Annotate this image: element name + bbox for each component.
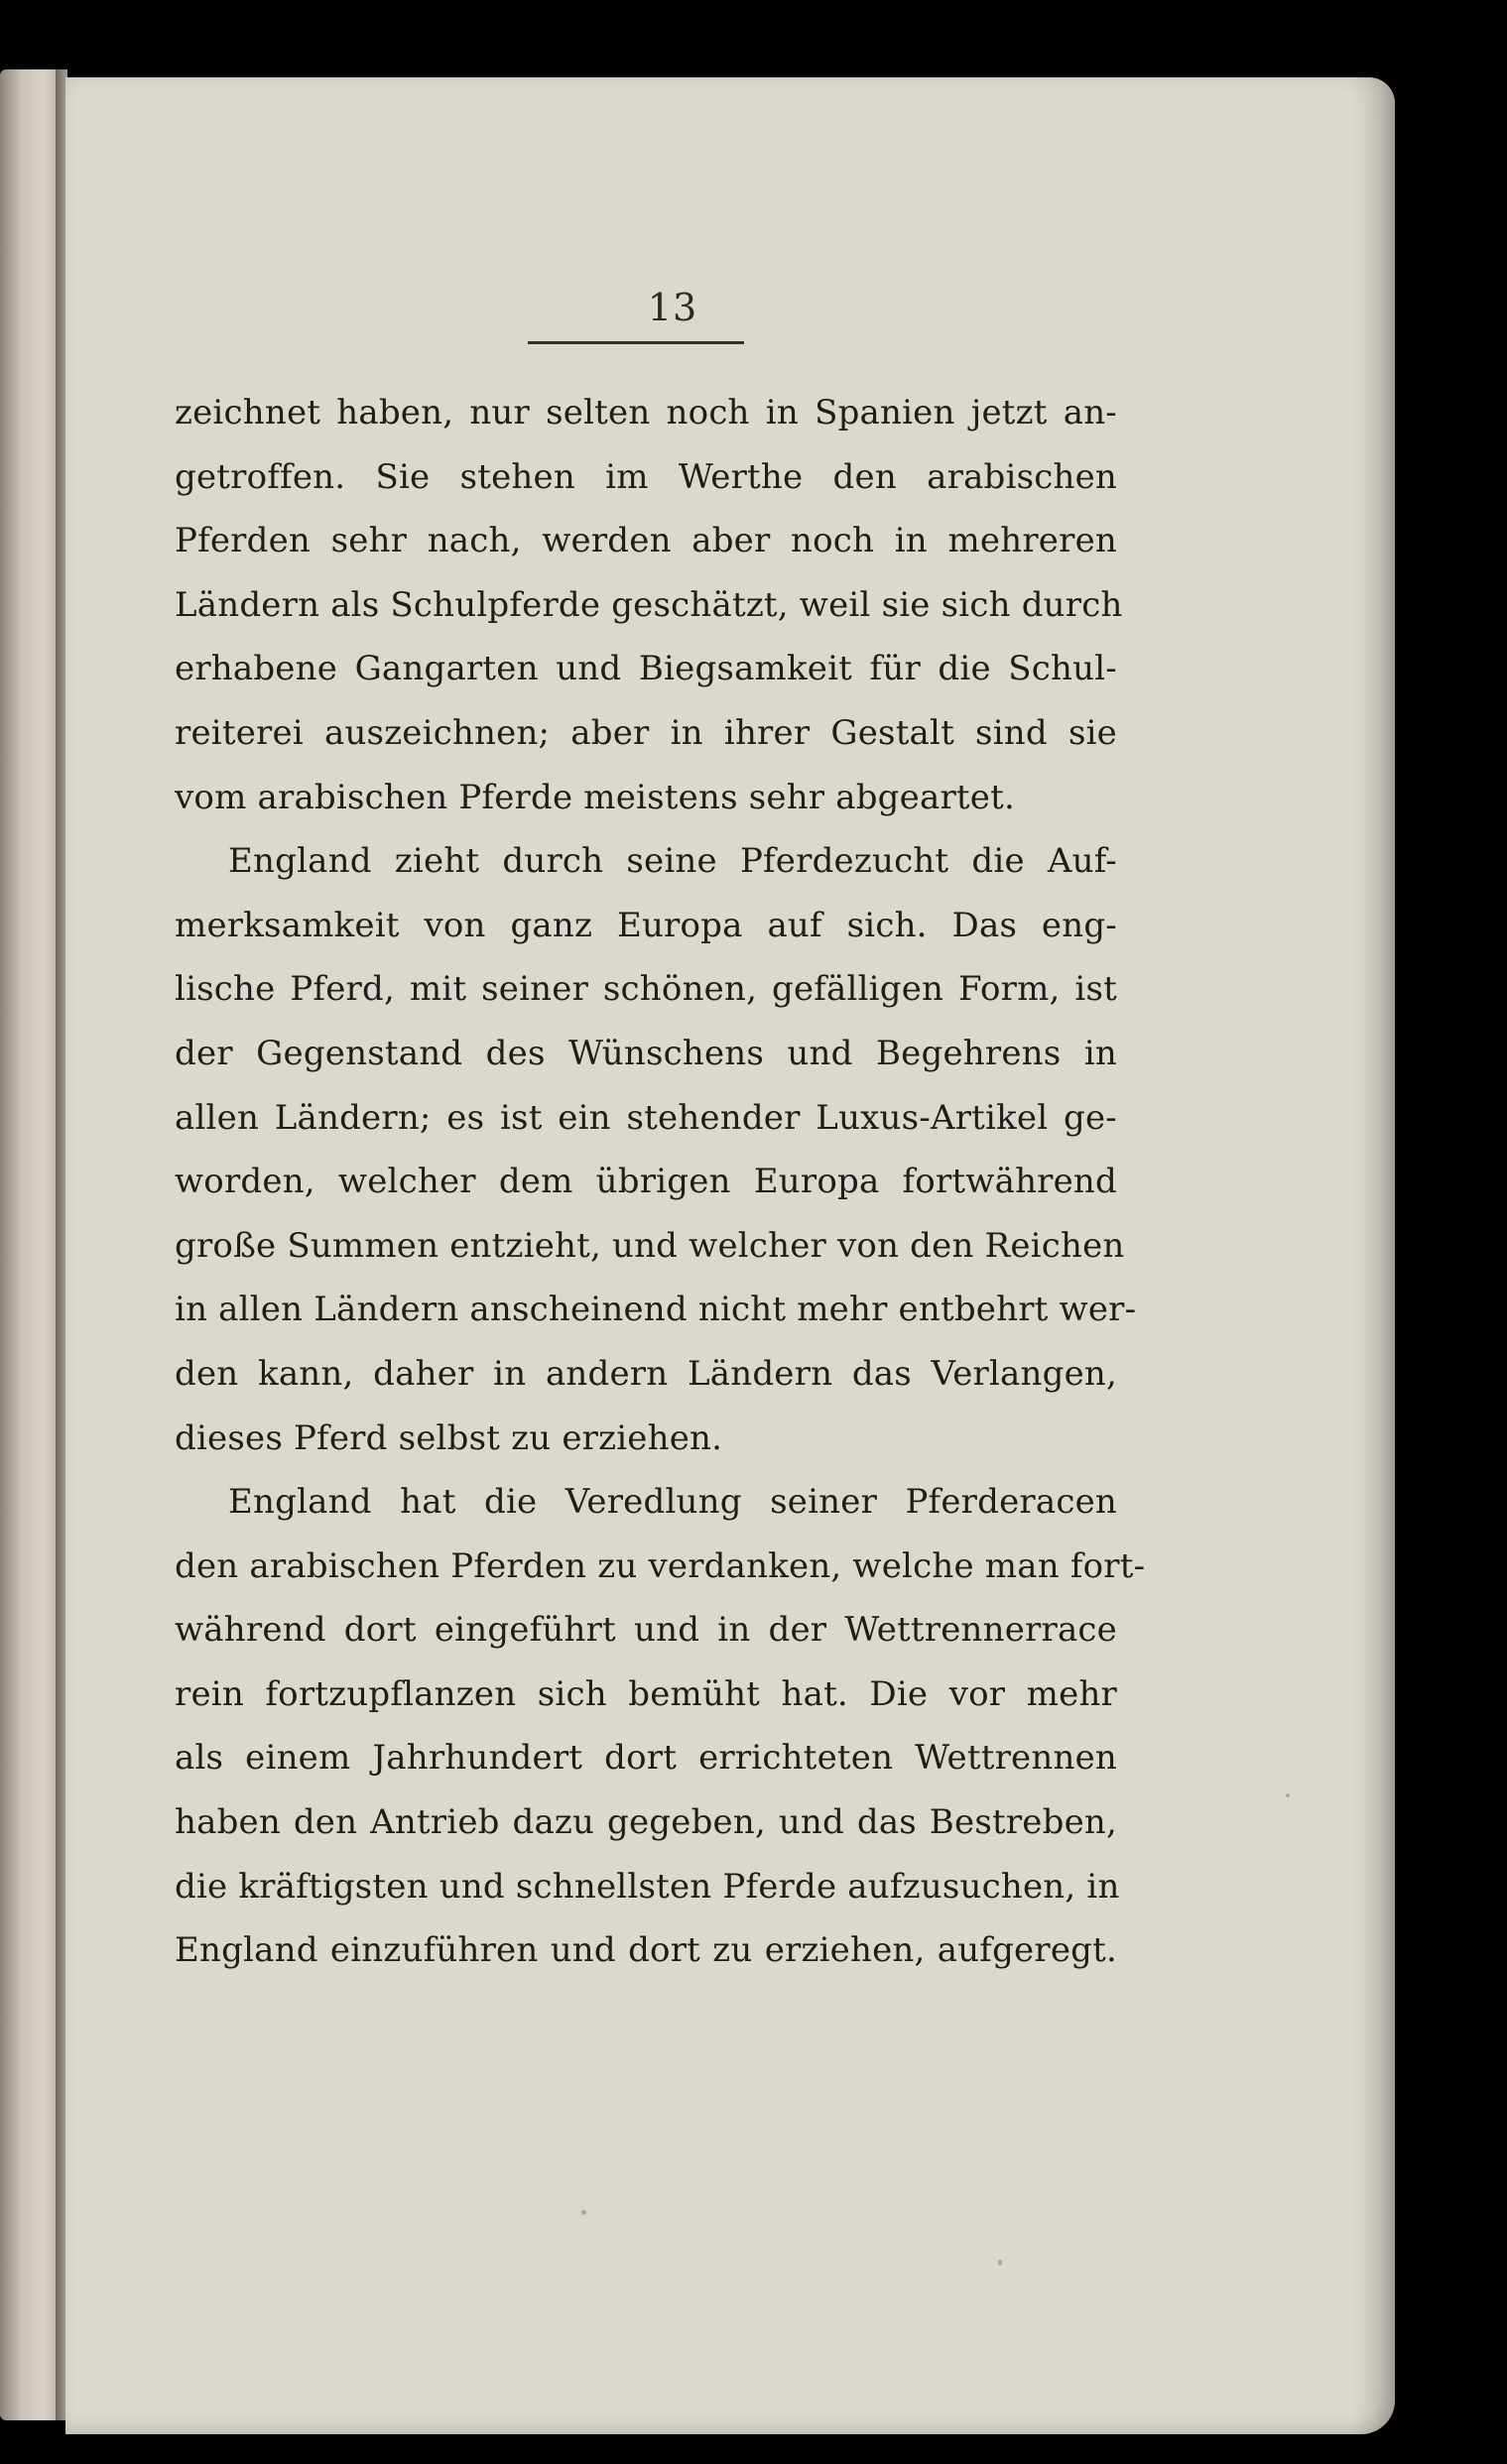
page-number: 13	[647, 286, 698, 329]
text-line: England zieht durch seine Pferdezucht die Auf-	[228, 841, 1117, 882]
book-page	[65, 77, 1395, 2434]
text-line: Ländern als Schulpferde geschätzt, weil sie sich durch	[175, 584, 1123, 625]
text-line: die kräftigsten und schnellsten Pferde aufzusuchen, in	[175, 1866, 1120, 1907]
text-line: während dort eingeführt und in der Wettrennerrace	[175, 1610, 1117, 1651]
text-line: den arabischen Pferden zu verdanken, welche man fort-	[175, 1545, 1146, 1586]
text-line: allen Ländern; es ist ein stehender Luxus-Artikel ge-	[175, 1097, 1117, 1138]
text-line: lische Pferd, mit seiner schönen, gefälligen Form, ist	[175, 969, 1117, 1010]
text-line: merksamkeit von ganz Europa auf sich. Das eng-	[175, 905, 1117, 945]
text-line: erhabene Gangarten und Biegsamkeit für die Schul-	[175, 649, 1117, 689]
body-text	[175, 381, 1146, 1983]
text-line: zeichnet haben, nur selten noch in Spanien jetzt an-	[175, 393, 1117, 432]
text-line: reiterei auszeichnen; aber in ihrer Gestalt sind sie	[175, 712, 1117, 753]
text-line: haben den Antrieb dazu gegeben, und das Bestreben,	[175, 1802, 1117, 1843]
paper-speck	[1286, 1793, 1290, 1797]
text-line: England hat die Veredlung seiner Pferderacen	[228, 1482, 1117, 1523]
text-line: Pferden sehr nach, werden aber noch in mehreren	[175, 521, 1117, 561]
text-line: große Summen entzieht, und welcher von den Reichen	[175, 1225, 1125, 1266]
page-edge-shadow	[1353, 77, 1395, 2434]
text-line: der Gegenstand des Wünschens und Begehrens in	[175, 1033, 1117, 1073]
text-line: als einem Jahrhundert dort errichteten Wettrennen	[175, 1738, 1117, 1779]
paper-speck	[998, 2260, 1002, 2266]
paper-speck	[581, 2210, 586, 2215]
text-line: worden, welcher dem übrigen Europa fortwährend	[175, 1162, 1117, 1202]
text-line: vom arabischen Pferde meistens sehr abgeartet.	[175, 777, 1015, 817]
text-line: den kann, daher in andern Ländern das Verlangen,	[175, 1353, 1117, 1394]
text-line: getroffen. Sie stehen im Werthe den arabischen	[175, 456, 1117, 497]
text-line: England einzuführen und dort zu erziehen, aufgeregt.	[175, 1930, 1117, 1971]
text-line: dieses Pferd selbst zu erziehen.	[175, 1417, 723, 1458]
text-line: in allen Ländern anscheinend nicht mehr entbehrt wer-	[175, 1290, 1137, 1330]
previous-page-edge	[0, 69, 62, 2420]
page-number-rule	[528, 341, 744, 344]
text-line: rein fortzupflanzen sich bemüht hat. Die vor mehr	[175, 1673, 1117, 1714]
